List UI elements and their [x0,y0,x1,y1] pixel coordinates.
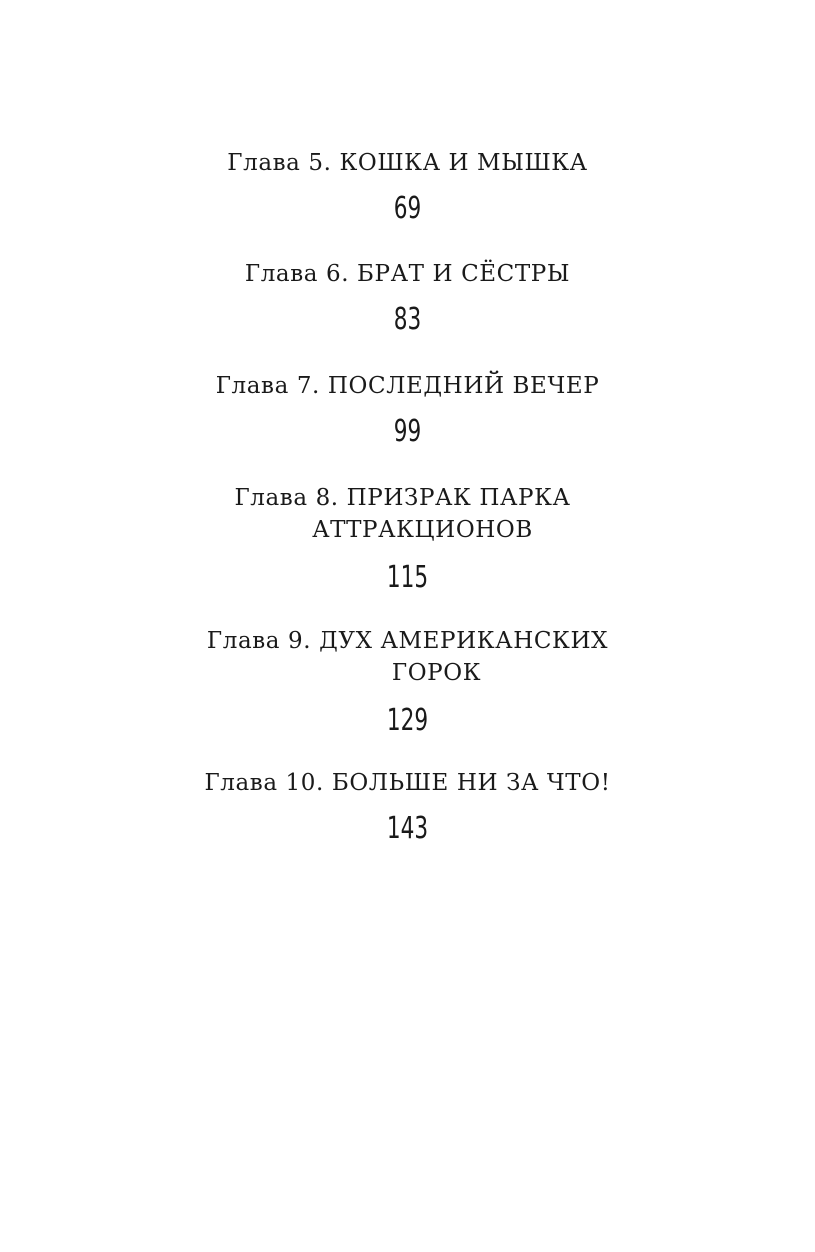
chapter-title: Глава 6. БРАТ И СЁСТРЫ [244,261,571,287]
page-number: 99 [393,414,422,449]
toc-entry-chapter-7 [0,370,815,450]
chapter-title: Глава 10. БОЛЬШЕ НИ ЗА ЧТО! [204,770,611,796]
page-number: 143 [386,811,429,846]
toc-entry-chapter-9 [0,625,815,739]
chapter-title: Глава 7. ПОСЛЕДНИЙ ВЕЧЕР [215,373,600,399]
toc-entry-chapter-8 [0,482,815,596]
toc-entry-chapter-5 [0,147,815,227]
chapter-title-line-2: АТТРАКЦИОНОВ [312,517,533,543]
chapter-title-line-1: Глава 8. ПРИЗРАК ПАРКА [234,485,571,511]
page-number: 69 [393,191,422,226]
chapter-title-line-1: Глава 9. ДУХ АМЕРИКАНСКИХ [206,628,609,654]
chapter-title-line-2: ГОРОК [391,660,482,686]
page-number: 115 [386,560,429,595]
chapter-title: Глава 5. КОШКА И МЫШКА [227,150,588,176]
page-number: 129 [386,703,429,738]
page-number: 83 [393,302,422,337]
toc-entry-chapter-10 [0,767,815,847]
toc-entry-chapter-6 [0,258,815,338]
